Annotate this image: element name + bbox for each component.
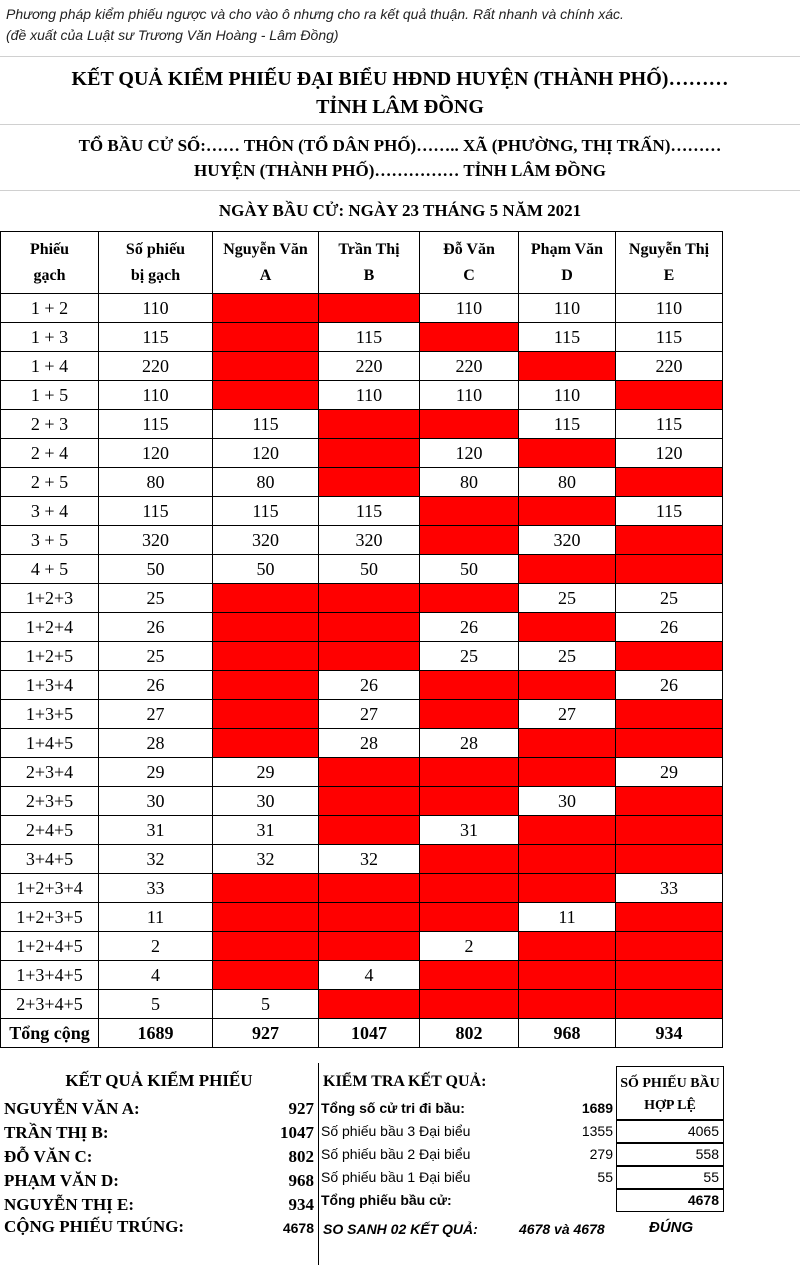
valid-ballot-cell: 4065 <box>616 1120 724 1143</box>
check-panel <box>319 1063 800 1263</box>
method-note <box>6 4 796 46</box>
crossed-cell <box>213 381 319 410</box>
vote-cell: 115 <box>519 410 616 439</box>
combo-cell: 1 + 3 <box>1 323 99 352</box>
column-header <box>213 232 319 294</box>
total-label: Tổng cộng <box>1 1019 99 1048</box>
crossed-cell <box>519 439 616 468</box>
count-cell: 31 <box>99 816 213 845</box>
page-title <box>0 65 800 121</box>
crossed-cell <box>519 729 616 758</box>
total-cell: 802 <box>420 1019 519 1048</box>
table-row <box>1 932 723 961</box>
crossed-cell <box>319 642 420 671</box>
candidate-votes: 934 <box>288 1195 314 1214</box>
table-row <box>1 526 723 555</box>
vote-cell: 29 <box>213 758 319 787</box>
total-cell: 934 <box>616 1019 723 1048</box>
combo-cell: 3 + 5 <box>1 526 99 555</box>
combo-cell: 2+3+4 <box>1 758 99 787</box>
count-cell: 115 <box>99 410 213 439</box>
count-cell: 33 <box>99 874 213 903</box>
check-row-label: Số phiếu bầu 1 Đại biểu <box>321 1169 471 1185</box>
count-cell: 2 <box>99 932 213 961</box>
table-row <box>1 439 723 468</box>
count-cell: 26 <box>99 613 213 642</box>
crossed-cell <box>319 816 420 845</box>
crossed-cell <box>319 613 420 642</box>
compare-label: SO SANH 02 KẾT QUẢ: <box>323 1221 478 1237</box>
total-count: 1689 <box>99 1019 213 1048</box>
combo-cell: 1+3+4+5 <box>1 961 99 990</box>
crossed-cell <box>519 845 616 874</box>
combo-cell: 1+4+5 <box>1 729 99 758</box>
crossed-cell <box>319 468 420 497</box>
crossed-cell <box>213 613 319 642</box>
column-header-line: C <box>463 266 475 284</box>
table-row <box>1 961 723 990</box>
crossed-cell <box>420 410 519 439</box>
combo-cell: 3+4+5 <box>1 845 99 874</box>
crossed-cell <box>213 642 319 671</box>
crossed-cell <box>319 932 420 961</box>
combo-cell: 1+2+5 <box>1 642 99 671</box>
valid-ballot-cell <box>616 1097 724 1120</box>
vote-cell: 120 <box>420 439 519 468</box>
table-row <box>1 990 723 1019</box>
vote-cell: 4 <box>319 961 420 990</box>
note-line-2: (đề xuất của Luật sư Trương Văn Hoàng - Lâm Đồng) <box>6 27 339 43</box>
combo-cell: 4 + 5 <box>1 555 99 584</box>
table-row <box>1 874 723 903</box>
crossed-cell <box>616 787 723 816</box>
table-row <box>1 845 723 874</box>
count-cell: 11 <box>99 903 213 932</box>
crossed-cell <box>319 294 420 323</box>
table-row <box>1 642 723 671</box>
crossed-cell <box>519 816 616 845</box>
vote-cell: 28 <box>420 729 519 758</box>
crossed-cell <box>519 990 616 1019</box>
divider <box>0 124 800 125</box>
vote-cell: 26 <box>616 671 723 700</box>
combo-cell: 1+3+5 <box>1 700 99 729</box>
vote-cell: 25 <box>616 584 723 613</box>
crossed-cell <box>319 584 420 613</box>
combo-cell: 1+2+3 <box>1 584 99 613</box>
check-row-label: Tổng phiếu bầu cử: <box>321 1192 452 1208</box>
column-header-line: Trần Thị <box>338 240 400 258</box>
vote-cell: 115 <box>319 497 420 526</box>
vote-cell: 30 <box>519 787 616 816</box>
table-row <box>1 323 723 352</box>
vote-cell: 32 <box>319 845 420 874</box>
table-row <box>1 613 723 642</box>
count-cell: 28 <box>99 729 213 758</box>
column-header <box>99 232 213 294</box>
table-row <box>1 381 723 410</box>
combo-cell: 1+2+4+5 <box>1 932 99 961</box>
subtitle-line-1: TỔ BẦU CỬ SỐ:…… THÔN (TỔ DÂN PHỐ)…….. XÃ (PHƯỜNG, THỊ TRẤN)……… <box>78 136 722 155</box>
count-cell: 32 <box>99 845 213 874</box>
table-row <box>1 729 723 758</box>
crossed-cell <box>519 352 616 381</box>
crossed-cell <box>616 729 723 758</box>
vote-cell: 29 <box>616 758 723 787</box>
vote-cell: 31 <box>213 816 319 845</box>
vote-cell: 115 <box>616 497 723 526</box>
vote-cell: 110 <box>519 381 616 410</box>
combo-cell: 1 + 4 <box>1 352 99 381</box>
vote-cell: 32 <box>213 845 319 874</box>
check-row-value: 1689 <box>581 1100 613 1116</box>
subtitle-line-2: HUYỆN (THÀNH PHỐ)…………… TỈNH LÂM ĐỒNG <box>194 161 606 180</box>
valid-header-line-1: SỐ PHIẾU BẦU <box>620 1076 720 1091</box>
crossed-cell <box>319 758 420 787</box>
total-cell: 968 <box>519 1019 616 1048</box>
vote-cell: 115 <box>319 323 420 352</box>
crossed-cell <box>213 903 319 932</box>
column-header-line: bị gạch <box>130 266 181 284</box>
crossed-cell <box>519 497 616 526</box>
column-header-line: Nguyễn Văn <box>223 240 308 258</box>
title-line-1: KẾT QUẢ KIỂM PHIẾU ĐẠI BIỂU HĐND HUYỆN (THÀNH PHỐ)……… <box>71 68 729 90</box>
vote-cell: 115 <box>213 410 319 439</box>
crossed-cell <box>616 642 723 671</box>
table-row <box>1 787 723 816</box>
crossed-cell <box>519 874 616 903</box>
column-header <box>420 232 519 294</box>
count-cell: 110 <box>99 294 213 323</box>
crossed-cell <box>519 932 616 961</box>
combo-cell: 1 + 5 <box>1 381 99 410</box>
table-row <box>1 410 723 439</box>
table-row <box>1 294 723 323</box>
vote-cell: 11 <box>519 903 616 932</box>
crossed-cell <box>420 758 519 787</box>
crossed-cell <box>420 497 519 526</box>
count-cell: 26 <box>99 671 213 700</box>
vote-cell: 120 <box>213 439 319 468</box>
crossed-cell <box>420 700 519 729</box>
vote-cell: 320 <box>519 526 616 555</box>
combo-cell: 1+2+3+5 <box>1 903 99 932</box>
vote-cell: 320 <box>213 526 319 555</box>
vote-cell: 30 <box>213 787 319 816</box>
crossed-cell <box>213 932 319 961</box>
count-cell: 29 <box>99 758 213 787</box>
check-row-label: Tổng số cử tri đi bầu: <box>321 1100 465 1116</box>
table-row <box>1 903 723 932</box>
crossed-cell <box>319 439 420 468</box>
valid-ballot-cell: 55 <box>616 1166 724 1189</box>
divider <box>0 56 800 57</box>
count-cell: 50 <box>99 555 213 584</box>
vote-cell: 26 <box>616 613 723 642</box>
crossed-cell <box>420 903 519 932</box>
candidate-votes: 927 <box>288 1099 314 1118</box>
count-cell: 80 <box>99 468 213 497</box>
vote-cell: 80 <box>420 468 519 497</box>
table-row <box>1 700 723 729</box>
count-cell: 320 <box>99 526 213 555</box>
valid-ballot-cell: 4678 <box>616 1189 724 1212</box>
vote-cell: 25 <box>519 642 616 671</box>
vote-cell: 110 <box>420 381 519 410</box>
candidate-name: NGUYỄN VĂN A: <box>4 1099 140 1118</box>
vote-cell: 80 <box>213 468 319 497</box>
crossed-cell <box>519 671 616 700</box>
crossed-cell <box>420 990 519 1019</box>
divider <box>0 190 800 191</box>
crossed-cell <box>616 990 723 1019</box>
vote-cell: 50 <box>420 555 519 584</box>
column-header-line: Phạm Văn <box>530 240 604 258</box>
crossed-cell <box>319 903 420 932</box>
combo-cell: 2+4+5 <box>1 816 99 845</box>
results-panel <box>0 1063 318 1263</box>
crossed-cell <box>616 381 723 410</box>
candidate-name: ĐỖ VĂN C: <box>4 1147 93 1166</box>
ballot-table <box>0 231 723 1048</box>
column-header-line: Số phiếu <box>125 240 186 258</box>
election-date: NGÀY BẦU CỬ: NGÀY 23 THÁNG 5 NĂM 2021 <box>218 201 582 220</box>
vote-cell: 115 <box>616 410 723 439</box>
combo-cell: 2 + 4 <box>1 439 99 468</box>
crossed-cell <box>420 671 519 700</box>
check-title: KIỂM TRA KẾT QUẢ: <box>323 1073 487 1090</box>
combo-cell: 2+3+4+5 <box>1 990 99 1019</box>
vote-cell: 120 <box>616 439 723 468</box>
total-cell: 927 <box>213 1019 319 1048</box>
crossed-cell <box>519 555 616 584</box>
column-header-line: Nguyễn Thị <box>628 240 710 258</box>
check-row-label: Số phiếu bầu 3 Đại biểu <box>321 1123 471 1139</box>
vote-cell: 26 <box>420 613 519 642</box>
column-header-line: Phiếu <box>29 240 70 258</box>
combo-cell: 3 + 4 <box>1 497 99 526</box>
column-header-line: A <box>259 266 272 284</box>
combo-cell: 2 + 3 <box>1 410 99 439</box>
crossed-cell <box>213 671 319 700</box>
count-cell: 115 <box>99 497 213 526</box>
vote-cell: 2 <box>420 932 519 961</box>
count-cell: 27 <box>99 700 213 729</box>
total-row <box>1 1019 723 1048</box>
vote-cell: 28 <box>319 729 420 758</box>
count-cell: 25 <box>99 584 213 613</box>
vote-cell: 50 <box>213 555 319 584</box>
vote-cell: 115 <box>213 497 319 526</box>
crossed-cell <box>616 932 723 961</box>
crossed-cell <box>420 584 519 613</box>
column-header <box>1 232 99 294</box>
table-row <box>1 584 723 613</box>
table-row <box>1 497 723 526</box>
title-line-2: TỈNH LÂM ĐỒNG <box>316 96 484 118</box>
table-row <box>1 555 723 584</box>
vote-cell: 220 <box>420 352 519 381</box>
column-header <box>616 232 723 294</box>
check-row-label: Số phiếu bầu 2 Đại biểu <box>321 1146 471 1162</box>
column-header <box>319 232 420 294</box>
combo-cell: 2+3+5 <box>1 787 99 816</box>
crossed-cell <box>213 961 319 990</box>
vote-cell: 25 <box>519 584 616 613</box>
count-cell: 4 <box>99 961 213 990</box>
vote-cell: 110 <box>519 294 616 323</box>
table-row <box>1 352 723 381</box>
crossed-cell <box>616 845 723 874</box>
count-cell: 120 <box>99 439 213 468</box>
crossed-cell <box>213 323 319 352</box>
total-cell: 1047 <box>319 1019 420 1048</box>
check-row-value: 279 <box>589 1146 613 1162</box>
vote-cell: 80 <box>519 468 616 497</box>
crossed-cell <box>319 874 420 903</box>
crossed-cell <box>616 555 723 584</box>
combo-cell: 2 + 5 <box>1 468 99 497</box>
crossed-cell <box>213 352 319 381</box>
combo-cell: 1+2+3+4 <box>1 874 99 903</box>
count-cell: 5 <box>99 990 213 1019</box>
combo-cell: 1 + 2 <box>1 294 99 323</box>
table-header-row <box>1 232 723 294</box>
vote-cell: 50 <box>319 555 420 584</box>
crossed-cell <box>616 903 723 932</box>
crossed-cell <box>319 787 420 816</box>
crossed-cell <box>519 961 616 990</box>
count-cell: 220 <box>99 352 213 381</box>
column-header <box>519 232 616 294</box>
check-row-value: 1355 <box>581 1123 613 1139</box>
candidate-votes: 1047 <box>280 1123 314 1142</box>
candidate-votes: 802 <box>288 1147 314 1166</box>
subtitle <box>0 133 800 183</box>
total-winning-label: CỘNG PHIẾU TRÚNG: <box>4 1217 185 1236</box>
combo-cell: 1+3+4 <box>1 671 99 700</box>
table-row <box>1 468 723 497</box>
crossed-cell <box>616 468 723 497</box>
crossed-cell <box>616 961 723 990</box>
candidate-name: PHẠM VĂN D: <box>4 1171 119 1190</box>
crossed-cell <box>420 961 519 990</box>
crossed-cell <box>213 584 319 613</box>
crossed-cell <box>213 294 319 323</box>
crossed-cell <box>420 874 519 903</box>
combo-cell: 1+2+4 <box>1 613 99 642</box>
crossed-cell <box>616 526 723 555</box>
crossed-cell <box>420 845 519 874</box>
results-title: KẾT QUẢ KIỂM PHIẾU <box>65 1071 253 1090</box>
total-winning-value: 4678 <box>282 1220 314 1236</box>
crossed-cell <box>213 729 319 758</box>
crossed-cell <box>319 410 420 439</box>
candidate-name: TRẦN THỊ B: <box>4 1123 109 1142</box>
crossed-cell <box>420 787 519 816</box>
candidate-votes: 968 <box>288 1171 314 1190</box>
crossed-cell <box>420 323 519 352</box>
vote-cell: 220 <box>319 352 420 381</box>
column-header-line: Đỗ Văn <box>443 240 495 258</box>
vote-cell: 110 <box>420 294 519 323</box>
table-row <box>1 758 723 787</box>
vote-cell: 320 <box>319 526 420 555</box>
verdict: ĐÚNG <box>649 1219 694 1236</box>
count-cell: 115 <box>99 323 213 352</box>
results-section <box>0 1063 800 1265</box>
column-header-line: E <box>663 266 675 284</box>
crossed-cell <box>420 526 519 555</box>
count-cell: 30 <box>99 787 213 816</box>
vote-cell: 115 <box>616 323 723 352</box>
compare-value: 4678 và 4678 <box>519 1221 605 1237</box>
vote-cell: 110 <box>319 381 420 410</box>
vote-cell: 33 <box>616 874 723 903</box>
vote-cell: 31 <box>420 816 519 845</box>
vote-cell: 110 <box>616 294 723 323</box>
crossed-cell <box>519 758 616 787</box>
count-cell: 110 <box>99 381 213 410</box>
table-row <box>1 671 723 700</box>
vote-cell: 27 <box>319 700 420 729</box>
vote-cell: 115 <box>519 323 616 352</box>
vote-cell: 27 <box>519 700 616 729</box>
vote-cell: 220 <box>616 352 723 381</box>
table-row <box>1 816 723 845</box>
crossed-cell <box>213 874 319 903</box>
column-header-line: D <box>561 266 573 284</box>
check-row-value: 55 <box>597 1169 613 1185</box>
candidate-name: NGUYỄN THỊ E: <box>4 1195 135 1214</box>
vote-cell: 26 <box>319 671 420 700</box>
column-header-line: gạch <box>33 266 66 284</box>
crossed-cell <box>519 613 616 642</box>
vote-cell: 5 <box>213 990 319 1019</box>
crossed-cell <box>319 990 420 1019</box>
crossed-cell <box>616 700 723 729</box>
crossed-cell <box>616 816 723 845</box>
crossed-cell <box>213 700 319 729</box>
column-header-line: B <box>363 266 375 284</box>
vote-cell: 25 <box>420 642 519 671</box>
count-cell: 25 <box>99 642 213 671</box>
valid-ballot-cell: 558 <box>616 1143 724 1166</box>
valid-header-line-2: HỢP LỆ <box>644 1098 696 1113</box>
note-line-1: Phương pháp kiểm phiếu ngược và cho vào ô nhưng cho ra kết quả thuận. Rất nhanh và chính xác. <box>6 6 624 22</box>
